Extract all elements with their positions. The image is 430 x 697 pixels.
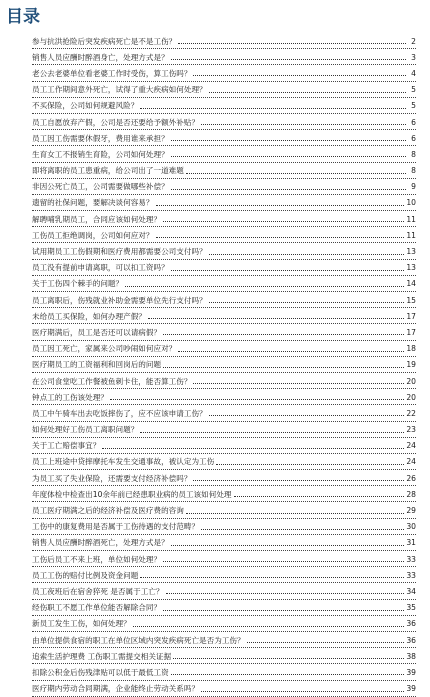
toc-entry[interactable] — [0, 600, 430, 616]
toc-entry-page-number: 36 — [406, 635, 416, 645]
toc-entry-title[interactable]: 销售人员应酬时醉酒死亡，处理方式是？ — [32, 538, 169, 548]
toc-entry-page-number: 22 — [406, 408, 416, 418]
dot-leader — [163, 212, 404, 222]
toc-entry-title[interactable]: 参与抗洪抢险后突发疾病死亡是不是工伤？ — [32, 36, 177, 46]
toc-entry[interactable] — [0, 470, 430, 486]
toc-entry-title[interactable]: 钟点工的工伤该处理？ — [32, 392, 108, 402]
toc-entry[interactable] — [0, 616, 430, 632]
toc-entry[interactable] — [0, 357, 430, 373]
toc-entry-page-number: 5 — [411, 101, 416, 111]
toc-entry-page-number: 39 — [406, 684, 416, 694]
toc-entry-page-number: 31 — [406, 538, 416, 548]
toc-entry-title[interactable]: 老公去老婆单位看老婆工作时受伤，算工伤吗？ — [32, 68, 192, 78]
toc-entry-title[interactable]: 解聘哺乳期员工，合同应该如何处理？ — [32, 214, 162, 224]
toc-entry-page-number: 8 — [411, 149, 416, 159]
toc-entry[interactable] — [0, 567, 430, 583]
toc-entry-title[interactable]: 医疗期满后，员工是否还可以请病假？ — [32, 327, 162, 337]
dot-leader — [171, 536, 405, 546]
toc-entry-page-number: 2 — [411, 36, 416, 46]
dot-leader — [102, 439, 404, 449]
toc-entry[interactable] — [0, 82, 430, 98]
dot-leader — [193, 471, 404, 481]
toc-entry[interactable] — [0, 308, 430, 324]
toc-entry[interactable] — [0, 373, 430, 389]
toc-entry[interactable] — [0, 535, 430, 551]
toc-entry-page-number: 5 — [411, 85, 416, 95]
toc-entry-page-number: 30 — [406, 522, 416, 532]
toc-entry[interactable] — [0, 49, 430, 65]
dot-leader — [163, 325, 404, 335]
toc-entry-title[interactable]: 工伤员工拒绝调岗，公司如何应对？ — [32, 230, 154, 240]
toc-entry-title[interactable]: 员工离职后，伤残就业补助金需要单位先行支付吗？ — [32, 295, 207, 305]
toc-entry[interactable] — [0, 486, 430, 502]
toc-entry-page-number: 18 — [406, 344, 416, 354]
dot-leader — [193, 66, 406, 76]
toc-entry-page-number: 39 — [406, 667, 416, 677]
dot-leader — [110, 390, 404, 400]
toc-entry-page-number: 13 — [406, 247, 416, 257]
toc-entry[interactable] — [0, 276, 430, 292]
toc-entry-title[interactable]: 员工工伤的赔付比例及资金问题 — [32, 570, 139, 580]
toc-entry[interactable] — [0, 114, 430, 130]
toc-entry-title[interactable]: 经伤职工不愿工作单位能否解除合同？ — [32, 603, 162, 613]
toc-entry-title[interactable]: 即将离职的员工患重病，给公司出了一道难题 — [32, 166, 184, 176]
toc-entry-page-number: 6 — [411, 117, 416, 127]
toc-entry-page-number: 6 — [411, 133, 416, 143]
toc-entry-page-number: 38 — [406, 651, 416, 661]
toc-entry-title[interactable]: 员工医疗期满之后的经济补偿及医疗费的咨询 — [32, 506, 184, 516]
toc-entry[interactable] — [0, 179, 430, 195]
toc-entry-page-number: 19 — [406, 360, 416, 370]
toc-entry[interactable] — [0, 405, 430, 421]
toc-entry[interactable] — [0, 243, 430, 259]
toc-entry-title[interactable]: 生育女工不报销生育险，公司如何处理？ — [32, 149, 169, 159]
dot-leader — [171, 50, 406, 60]
toc-entry-title[interactable]: 关于工亡赔偿事宜？ — [32, 441, 101, 451]
dot-leader — [178, 34, 406, 44]
toc-entry[interactable] — [0, 211, 430, 227]
dot-leader — [209, 245, 405, 255]
toc-entry[interactable] — [0, 389, 430, 405]
dot-leader — [166, 584, 405, 594]
toc-entry-title[interactable]: 员工自愿放弃产假，公司是否还要给予额外补贴？ — [32, 117, 200, 127]
toc-entry[interactable] — [0, 681, 430, 697]
toc-entry-title[interactable]: 试用期员工工伤假期和医疗费用都需要公司支付吗？ — [32, 247, 207, 257]
toc-entry[interactable] — [0, 519, 430, 535]
dot-leader — [178, 342, 404, 352]
dot-leader — [163, 601, 404, 611]
toc-entry-title[interactable]: 由单位提供食宿的职工在单位区域内突发疾病死亡是否为工伤？ — [32, 635, 245, 645]
toc-entry[interactable] — [0, 146, 430, 162]
dot-leader — [171, 665, 405, 675]
toc-entry-title[interactable]: 员工没有提前申请离职，可以扣工资吗？ — [32, 263, 169, 273]
dot-leader — [163, 552, 404, 562]
toc-entry-title[interactable]: 医疗期内劳动合同期满，企业能终止劳动关系吗？ — [32, 684, 200, 694]
toc-entry[interactable] — [0, 324, 430, 340]
toc-entry[interactable] — [0, 454, 430, 470]
toc-entry-page-number: 23 — [406, 425, 416, 435]
toc-entry-title[interactable]: 在公司食堂吃工作餐被鱼刺卡住，能否算工伤？ — [32, 376, 192, 386]
toc-entry[interactable] — [0, 260, 430, 276]
toc-entry-page-number: 9 — [411, 182, 416, 192]
dot-leader — [140, 568, 404, 578]
toc-entry-page-number: 11 — [406, 230, 416, 240]
page-title: 目录 — [6, 7, 40, 27]
dot-leader — [171, 131, 406, 141]
toc-entry[interactable] — [0, 422, 430, 438]
dot-leader — [173, 649, 404, 659]
toc-entry[interactable] — [0, 163, 430, 179]
dot-leader — [209, 406, 405, 416]
toc-entry-page-number: 24 — [406, 457, 416, 467]
dot-leader — [140, 423, 404, 433]
toc-entry-page-number: 13 — [406, 263, 416, 273]
toc-entry-page-number: 33 — [406, 570, 416, 580]
dot-leader — [193, 374, 404, 384]
toc-entry-title[interactable]: 为员工买了失业保险，还需要支付经济补偿吗？ — [32, 473, 192, 483]
toc-entry-title[interactable]: 员工因工死亡，家属来公司吵闹如何应对？ — [32, 344, 177, 354]
toc-entry-page-number: 3 — [411, 52, 416, 62]
toc-entry-page-number: 11 — [406, 214, 416, 224]
dot-leader — [209, 83, 406, 93]
toc-entry-page-number: 20 — [406, 376, 416, 386]
dot-leader — [125, 277, 404, 287]
toc-entry[interactable] — [0, 227, 430, 243]
toc-entry-title[interactable]: 年度体检中检查出10余年前已经患职业病的员工该如何处理 — [32, 489, 232, 499]
toc-entry-title[interactable]: 不买保险，公司如何规避风险？ — [32, 101, 139, 111]
toc-entry-title[interactable]: 扣除公积金后伤残津贴可以低于最低工资 — [32, 667, 169, 677]
dot-leader — [171, 147, 406, 157]
toc-entry[interactable] — [0, 195, 430, 211]
toc-entry-title[interactable]: 关于工伤四个棘手的问题？ — [32, 279, 124, 289]
dot-leader — [201, 520, 404, 530]
toc-entry-page-number: 20 — [406, 392, 416, 402]
dot-leader — [156, 228, 405, 238]
toc-list — [0, 33, 430, 697]
toc-entry[interactable] — [0, 551, 430, 567]
toc-entry-page-number: 28 — [406, 489, 416, 499]
toc-entry-page-number: 24 — [406, 441, 416, 451]
toc-entry[interactable] — [0, 292, 430, 308]
dot-leader — [156, 196, 405, 206]
toc-entry[interactable] — [0, 33, 430, 49]
toc-entry-title[interactable]: 遗留的社保问题，要解决谈何容易？ — [32, 198, 154, 208]
toc-entry-title[interactable]: 如何处理好工伤员工离职问题？ — [32, 425, 139, 435]
toc-entry-title[interactable]: 员工工作期间意外死亡，试得了重大疾病如何处理？ — [32, 85, 207, 95]
toc-entry[interactable] — [0, 664, 430, 680]
toc-entry-page-number: 10 — [406, 198, 416, 208]
toc-entry-page-number: 36 — [406, 619, 416, 629]
dot-leader — [140, 99, 406, 109]
toc-entry-title[interactable]: 追索生活护理费 工伤职工需提交相关证据 — [32, 651, 172, 661]
dot-leader — [201, 682, 404, 692]
dot-leader — [186, 504, 404, 514]
toc-entry[interactable] — [0, 341, 430, 357]
dot-leader — [171, 261, 405, 271]
toc-entry-page-number: 17 — [406, 311, 416, 321]
toc-entry-page-number: 4 — [411, 68, 416, 78]
toc-entry-title[interactable]: 员工中午骑车出去吃饭摔伤了，应不应该申请工伤？ — [32, 408, 207, 418]
toc-entry-page-number: 33 — [406, 554, 416, 564]
toc-entry-title[interactable]: 工伤中的康复费用是否属于工伤待遇的支付范畴？ — [32, 522, 200, 532]
toc-entry-title[interactable]: 新员工发生工伤，如何处理？ — [32, 619, 131, 629]
toc-entry[interactable] — [0, 583, 430, 599]
toc-entry-title[interactable]: 工伤后员工不来上班，单位如何处理？ — [32, 554, 162, 564]
dot-leader — [148, 309, 404, 319]
toc-entry-title[interactable]: 非因公死亡员工，公司需要做哪些补偿？ — [32, 182, 169, 192]
toc-entry-page-number: 15 — [406, 295, 416, 305]
dot-leader — [201, 115, 406, 125]
dot-leader — [234, 487, 405, 497]
toc-entry[interactable] — [0, 648, 430, 664]
dot-leader — [163, 358, 404, 368]
toc-entry[interactable] — [0, 65, 430, 81]
toc-entry-title[interactable]: 员工夜班后在宿舍猝死 是否属于工亡？ — [32, 586, 164, 596]
toc-entry-title[interactable]: 员工因工伤需要休假牙，费用谁来承担？ — [32, 133, 169, 143]
dot-leader — [209, 293, 405, 303]
toc-entry[interactable] — [0, 632, 430, 648]
toc-entry[interactable] — [0, 98, 430, 114]
dot-leader — [133, 617, 405, 627]
toc-entry-title[interactable]: 员工上班途中贷摔摩托车发生交通事故，被认定为工伤 — [32, 457, 215, 467]
toc-entry[interactable] — [0, 502, 430, 518]
toc-entry-page-number: 17 — [406, 327, 416, 337]
toc-entry-page-number: 34 — [406, 586, 416, 596]
toc-entry[interactable] — [0, 438, 430, 454]
dot-leader — [216, 455, 404, 465]
toc-entry-title[interactable]: 未给员工买保险，如何办理产假？ — [32, 311, 146, 321]
toc-entry-title[interactable]: 销售人员应酬时醉酒身亡，处理方式是？ — [32, 52, 169, 62]
toc-entry-page-number: 14 — [406, 279, 416, 289]
dot-leader — [186, 164, 406, 174]
toc-entry-page-number: 29 — [406, 506, 416, 516]
toc-entry-title[interactable]: 医疗期员工的工资福利和回岗后的问题 — [32, 360, 162, 370]
toc-entry-page-number: 26 — [406, 473, 416, 483]
toc-entry-page-number: 8 — [411, 166, 416, 176]
dot-leader — [171, 180, 406, 190]
toc-entry-page-number: 35 — [406, 603, 416, 613]
dot-leader — [247, 633, 405, 643]
toc-entry[interactable] — [0, 130, 430, 146]
